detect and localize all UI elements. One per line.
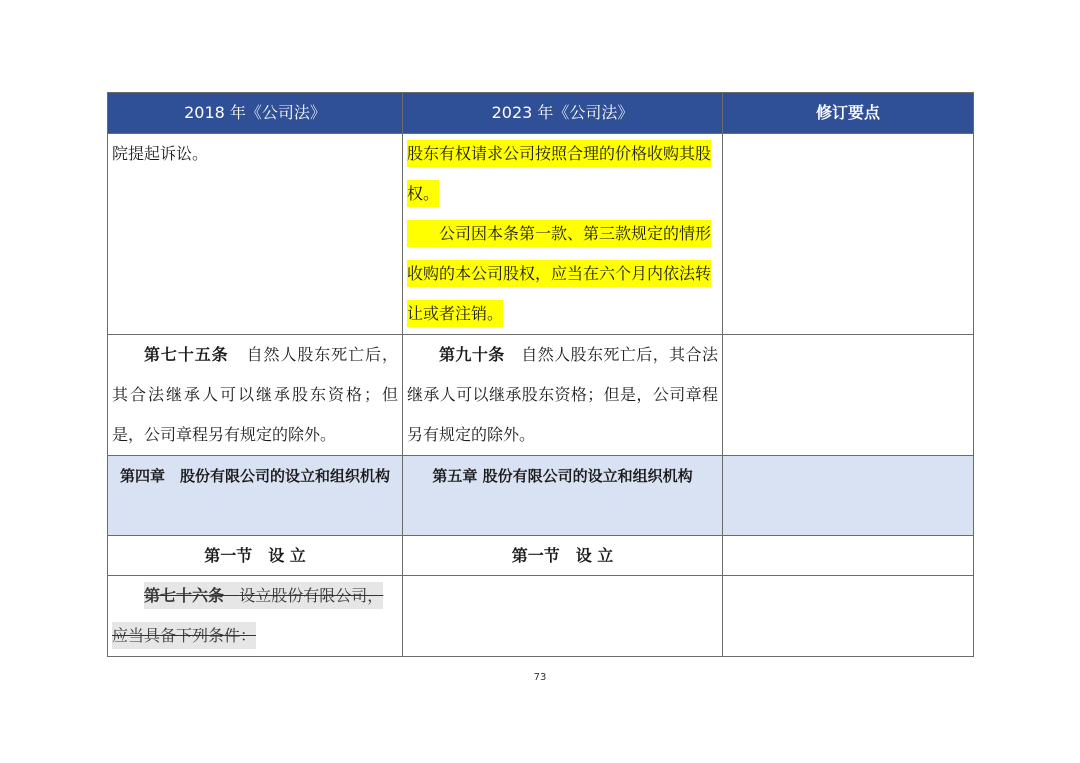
cell-2023 xyxy=(403,576,723,657)
chapter-heading: 第五章 股份有限公司的设立和组织机构 xyxy=(432,467,693,485)
article-number: 第九十条 xyxy=(439,345,505,364)
cell-2023 xyxy=(403,536,723,576)
chapter-heading: 第四章 股份有限公司的设立和组织机构 xyxy=(119,467,390,485)
header-2018-law: 2018 年《公司法》 xyxy=(108,93,403,134)
cell-2018 xyxy=(108,536,403,576)
article-text: 自然人股东死亡后，其合法继承人可以继承股东资格；但是，公司章程另有规定的除外。 xyxy=(407,345,718,444)
page-number: 73 xyxy=(533,672,547,683)
cell-2023 xyxy=(403,456,723,536)
table-row xyxy=(108,134,974,335)
cell-2018 xyxy=(108,134,403,335)
table-row xyxy=(108,335,974,456)
text-2018-continuation: 院提起诉讼。 xyxy=(112,144,209,163)
article-text: 自然人股东死亡后，其合法继承人可以继承股东资格；但是，公司章程另有规定的除外。 xyxy=(112,345,398,444)
chapter-row xyxy=(108,456,974,536)
comparison-table xyxy=(107,92,974,657)
header-revision-points: 修订要点 xyxy=(723,93,974,134)
header-2023-law: 2023 年《公司法》 xyxy=(403,93,723,134)
cell-2023 xyxy=(403,134,723,335)
cell-revision xyxy=(723,134,974,335)
section-row xyxy=(108,536,974,576)
cell-revision xyxy=(723,456,974,536)
cell-revision xyxy=(723,576,974,657)
section-heading: 第一节 设 立 xyxy=(511,546,614,565)
article-number: 第七十五条 xyxy=(144,345,229,364)
table-header-row xyxy=(108,93,974,134)
highlighted-text: 股东有权请求公司按照合理的价格收购其股权。 xyxy=(407,140,711,207)
section-heading: 第一节 设 立 xyxy=(204,546,306,565)
cell-2018 xyxy=(108,576,403,657)
article-number: 第七十六条 xyxy=(144,586,225,605)
cell-revision xyxy=(723,335,974,456)
cell-2018 xyxy=(108,456,403,536)
deleted-text: 设立股份有限公司，应当具备下列条件： xyxy=(112,586,384,645)
table-row xyxy=(108,576,974,657)
cell-2023 xyxy=(403,335,723,456)
cell-revision xyxy=(723,536,974,576)
cell-2018 xyxy=(108,335,403,456)
highlighted-text: 公司因本条第一款、第三款规定的情形收购的本公司股权，应当在六个月内依法转让或者注销。 xyxy=(407,224,712,323)
